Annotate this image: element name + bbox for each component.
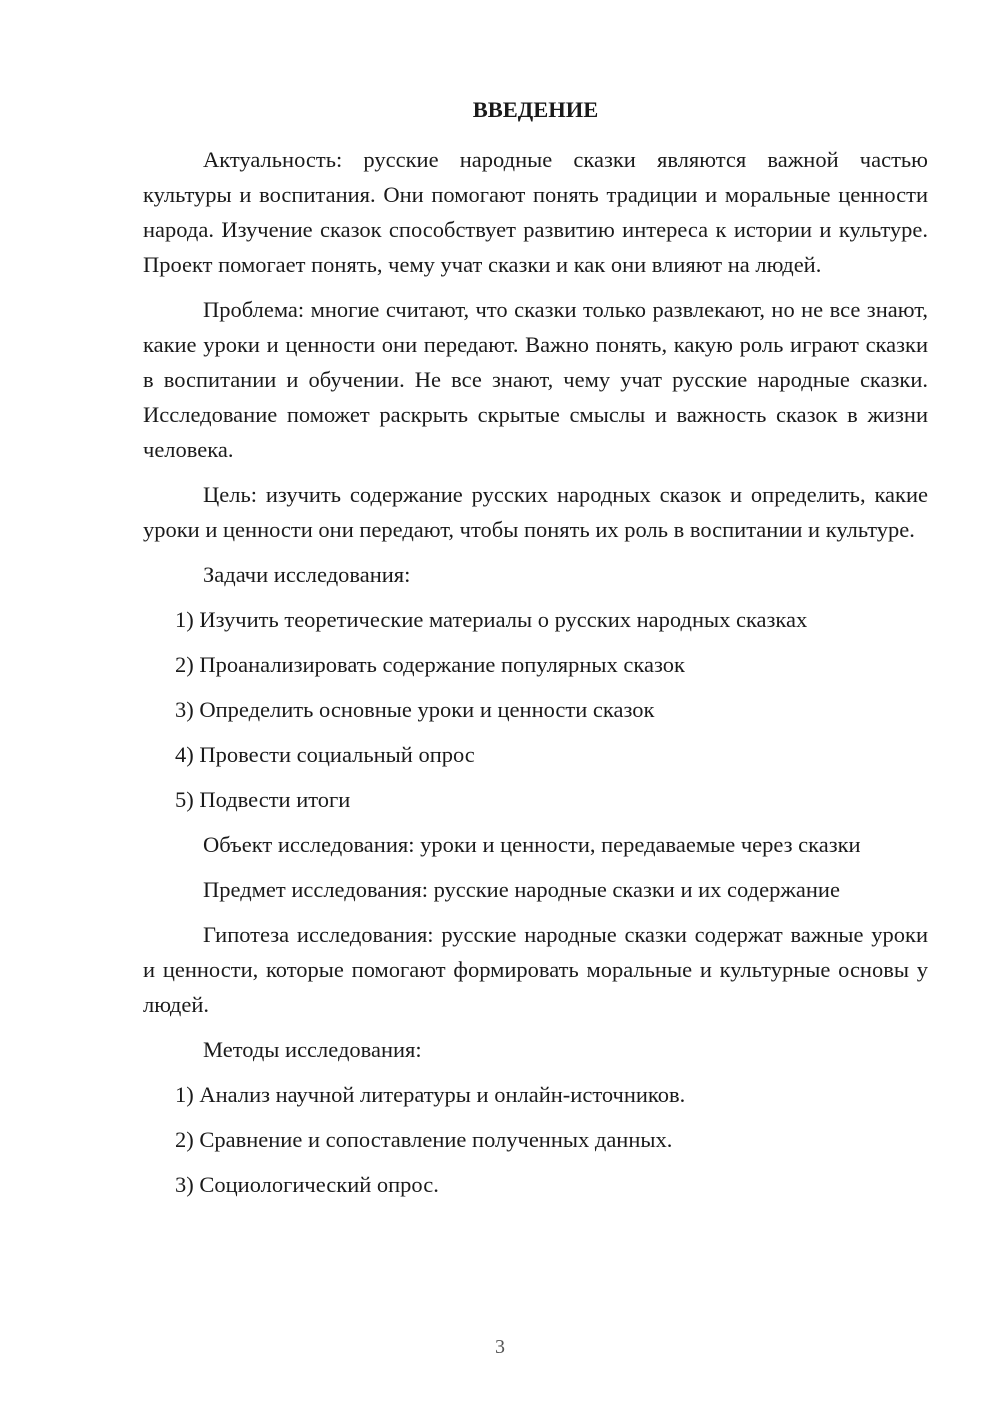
page-number: 3 <box>495 1336 505 1358</box>
research-object: Объект исследования: уроки и ценности, передаваемые через сказки <box>203 832 861 857</box>
method-item: 2) Сравнение и сопоставление полученных данных. <box>175 1127 673 1152</box>
page-title: ВВЕДЕНИЕ <box>472 97 599 122</box>
task-item: 4) Провести социальный опрос <box>175 742 475 767</box>
method-item: 1) Анализ научной литературы и онлайн-источников. <box>175 1082 686 1107</box>
hypothesis-paragraph: Гипотеза исследования: русские народные сказки содержат важные уроки и ценности, которые помогают формировать моральные и культурные основы у людей. <box>143 922 928 1017</box>
goal-paragraph: Цель: изучить содержание русских народных сказок и определить, какие уроки и ценности они передают, чтобы понять их роль в воспитании и культуре. <box>143 482 928 542</box>
method-item: 3) Социологический опрос. <box>175 1172 439 1197</box>
task-item: 5) Подвести итоги <box>175 787 351 812</box>
research-subject: Предмет исследования: русские народные сказки и их содержание <box>203 877 840 902</box>
relevance-paragraph: Актуальность: русские народные сказки являются важной частью культуры и воспитания. Они помогают понять традиции и моральные ценности народа. Изучение сказок способствует развитию интереса к истории и культуре. Проект помогает понять, чему учат сказки и как они влияют на людей. <box>143 147 928 277</box>
task-item: 2) Проанализировать содержание популярных сказок <box>175 652 685 677</box>
task-item: 3) Определить основные уроки и ценности сказок <box>175 697 655 722</box>
task-item: 1) Изучить теоретические материалы о русских народных сказках <box>175 607 808 632</box>
problem-paragraph: Проблема: многие считают, что сказки только развлекают, но не все знают, какие уроки и ценности они передают. Важно понять, какую роль играют сказки в воспитании и обучении. Не все знают, чему учат русские народные сказки. Исследование поможет раскрыть скрытые смыслы и важность сказок в жизни человека. <box>143 297 928 462</box>
tasks-heading: Задачи исследования: <box>203 562 411 587</box>
methods-heading: Методы исследования: <box>203 1037 422 1062</box>
document-page <box>143 96 928 1212</box>
